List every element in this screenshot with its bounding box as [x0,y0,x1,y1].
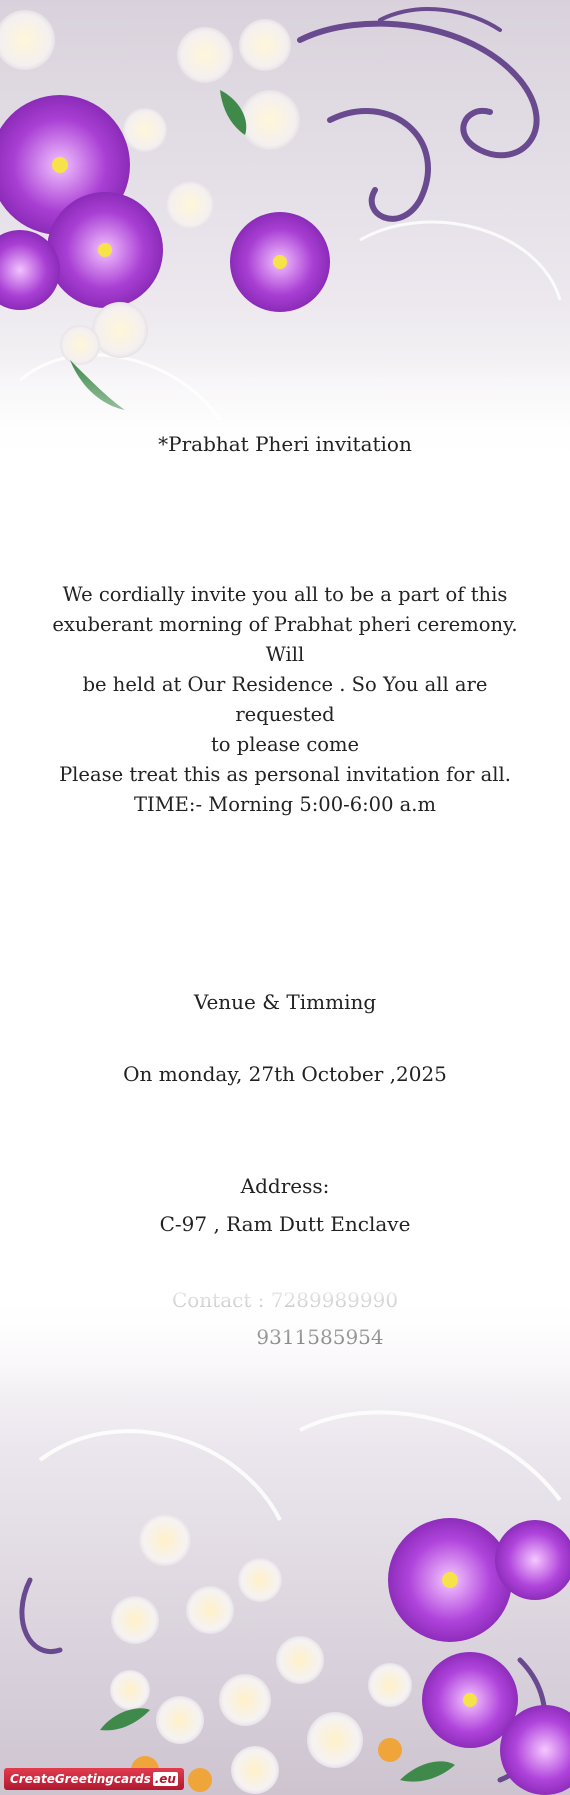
brand-name: CreateGreetingcards [10,1772,151,1786]
purple-flower-icon [230,212,330,312]
invitation-title: *Prabhat Pheri invitation [158,432,412,456]
bottom-floral-decoration [0,1280,570,1795]
swirl-ornaments [300,9,537,219]
event-date: On monday, 27th October ,2025 [123,1062,447,1086]
white-flower-icon [110,1514,412,1794]
message-line: to please come [210,733,360,756]
brand-tld: .eu [154,1772,176,1786]
message-line: Please treat this as personal invitation for all. [59,763,511,786]
message-line: We cordially invite you all to be a part of this [62,583,508,606]
purple-flower-icon [47,192,163,308]
message-line: exuberant morning of Prabhat pheri ceremony. Will [52,613,518,666]
brand-logo[interactable] [4,1768,184,1790]
top-floral-decoration [0,0,570,470]
address-label: Address: [240,1174,330,1198]
venue-heading: Venue & Timming [193,990,377,1014]
purple-flower-icon [388,1518,512,1642]
time-line: TIME:- Morning 5:00-6:00 a.m [133,793,436,816]
address-value: C-97 , Ram Dutt Enclave [159,1212,411,1236]
message-line: be held at Our Residence . So You all are requested [82,673,488,726]
invitation-message [0,580,570,820]
